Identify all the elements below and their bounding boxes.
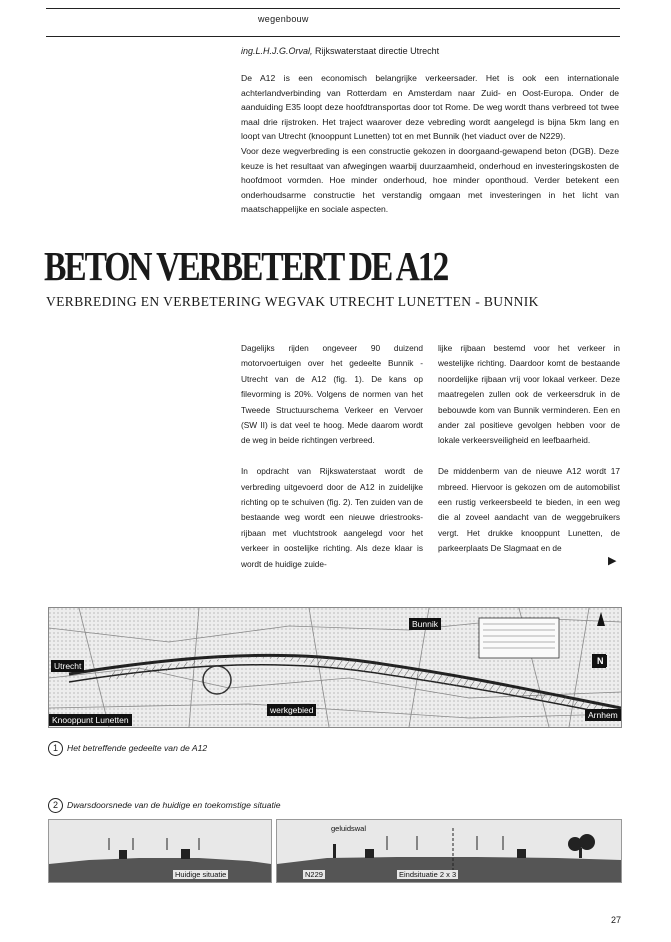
map-label-knooppunt: Knooppunt Lunetten [49,714,132,726]
cross-section-current [48,819,272,883]
figure-number: 1 [48,741,63,756]
figure-1-caption [48,741,207,756]
page-number: 27 [610,915,621,925]
figure-caption-text: Het betreffende gedeelte van de A12 [67,743,208,753]
map-label-utrecht: Utrecht [51,660,84,672]
article-title: BETON VERBETERT DE A12 [44,243,448,289]
intro-paragraph: Voor deze wegverbreding is een constructie gekozen in doorgaand-gewapend beton (DGB). Deze keuze is het resultaat van afwegingen waarbij duurzaamheid, onderhoud en investeringskosten de hoofdmoot vormden. Hoe minder onderhoud, hoe minder oponthoud. Verder betekent een onderhoudsarme constructie het verstandig omgaan met investeringen in het licht van maatschappelijke en sociale aspecten. [241,145,619,215]
figure-number: 2 [48,798,63,813]
map-drawing [49,608,621,727]
body-paragraph: De middenberm van de nieuwe A12 wordt 17 mbreed. Hiervoor is gekozen om de automobilist een rustig verkeersbeeld te bieden, in een weg die al zoveel aandacht van de weggebruikers vergt. Het drukke knooppunt Lunetten, de parkeerplaats De Slagmaat en de [438,466,620,554]
section-label: wegenbouw [258,14,309,24]
intro-text [241,71,619,217]
header-rule [46,36,620,37]
body-paragraph: Dagelijks rijden ongeveer 90 duizend motorvoertuigen over het gedeelte Bunnik - Utrecht van de A12 (fig. 1). De kans op filevorming is 20%. Volgens de normen van het Tweede Structuurschema Verkeer en Vervoer (SW II) is dat veel te hoog. Mede daarom wordt de weg in beide richtingen verbreed. [241,343,423,446]
cross-section-drawing [49,820,271,882]
map-label-werkgebied: werkgebied [267,704,316,716]
body-paragraph: lijke rijbaan bestemd voor het verkeer in westelijke richting. Daardoor komt de bestaande noordelijke rijbaan vrij voor lokaal verkeer. Deze maatregelen zullen ook de verkeersdruk in de bebouwde kom van Bunnik verminderen. Een en ander zal positieve gevolgen hebben voor de lokale verkeersveiligheid en leefbaarheid. [438,343,620,446]
cross-section-label-road: N229 [305,870,323,879]
continue-arrow-icon: ▶ [608,555,617,567]
figure-2-caption [48,798,281,813]
intro-paragraph: De A12 is een economisch belangrijke verkeersader. Het is ook een internationale achterlandverbinding van Rotterdam en Amsterdam naar Zuid- en Oost-Europa. Onder de aanduiding E35 loopt deze hoofdtransportas door tot Rome. De weg wordt thans verbreed tot twee maal drie rijstroken. Het traject waarover deze vebreding wordt aangelegd is bijna 5km lang en loopt van Utrecht (knooppunt Lunetten) tot en met Bunnik (het viaduct over de N229). [241,73,619,142]
map-figure [48,607,622,728]
cross-section-final [276,819,622,883]
body-column-2 [438,341,620,572]
author-org: Rijkswaterstaat directie Utrecht [315,46,440,56]
map-label-arnhem: Arnhem [585,709,621,721]
cross-section-label-final: Eindsituatie 2 x 3 [399,870,457,879]
article-subtitle: VERBREDING EN VERBETERING WEGVAK UTRECHT LUNETTEN - BUNNIK [46,294,539,309]
figure-caption-text: Dwarsdoorsnede van de huidige en toekomstige situatie [67,800,281,810]
cross-section-label-geluidswal: geluidswal [331,824,367,833]
author-name: ing.L.H.J.G.Orval, [241,46,313,56]
body-column-1 [241,341,423,587]
cross-section-label-current: Huidige situatie [175,870,227,879]
top-rule [46,8,620,9]
map-label-bunnik: Bunnik [409,618,441,630]
body-paragraph: In opdracht van Rijkswaterstaat wordt de verbreding uitgevoerd door de A12 in zuidelijke richting op te schuiven (fig. 2). Ten zuiden van de bestaande weg wordt een nieuwe driestrooks-rijbaan met vluchtstrook aangelegd voor het verkeer in oostelijke richting. Als deze klaar is wordt de huidige zuide- [241,466,423,569]
author-line [241,46,439,56]
north-arrow-icon: N [594,655,607,667]
